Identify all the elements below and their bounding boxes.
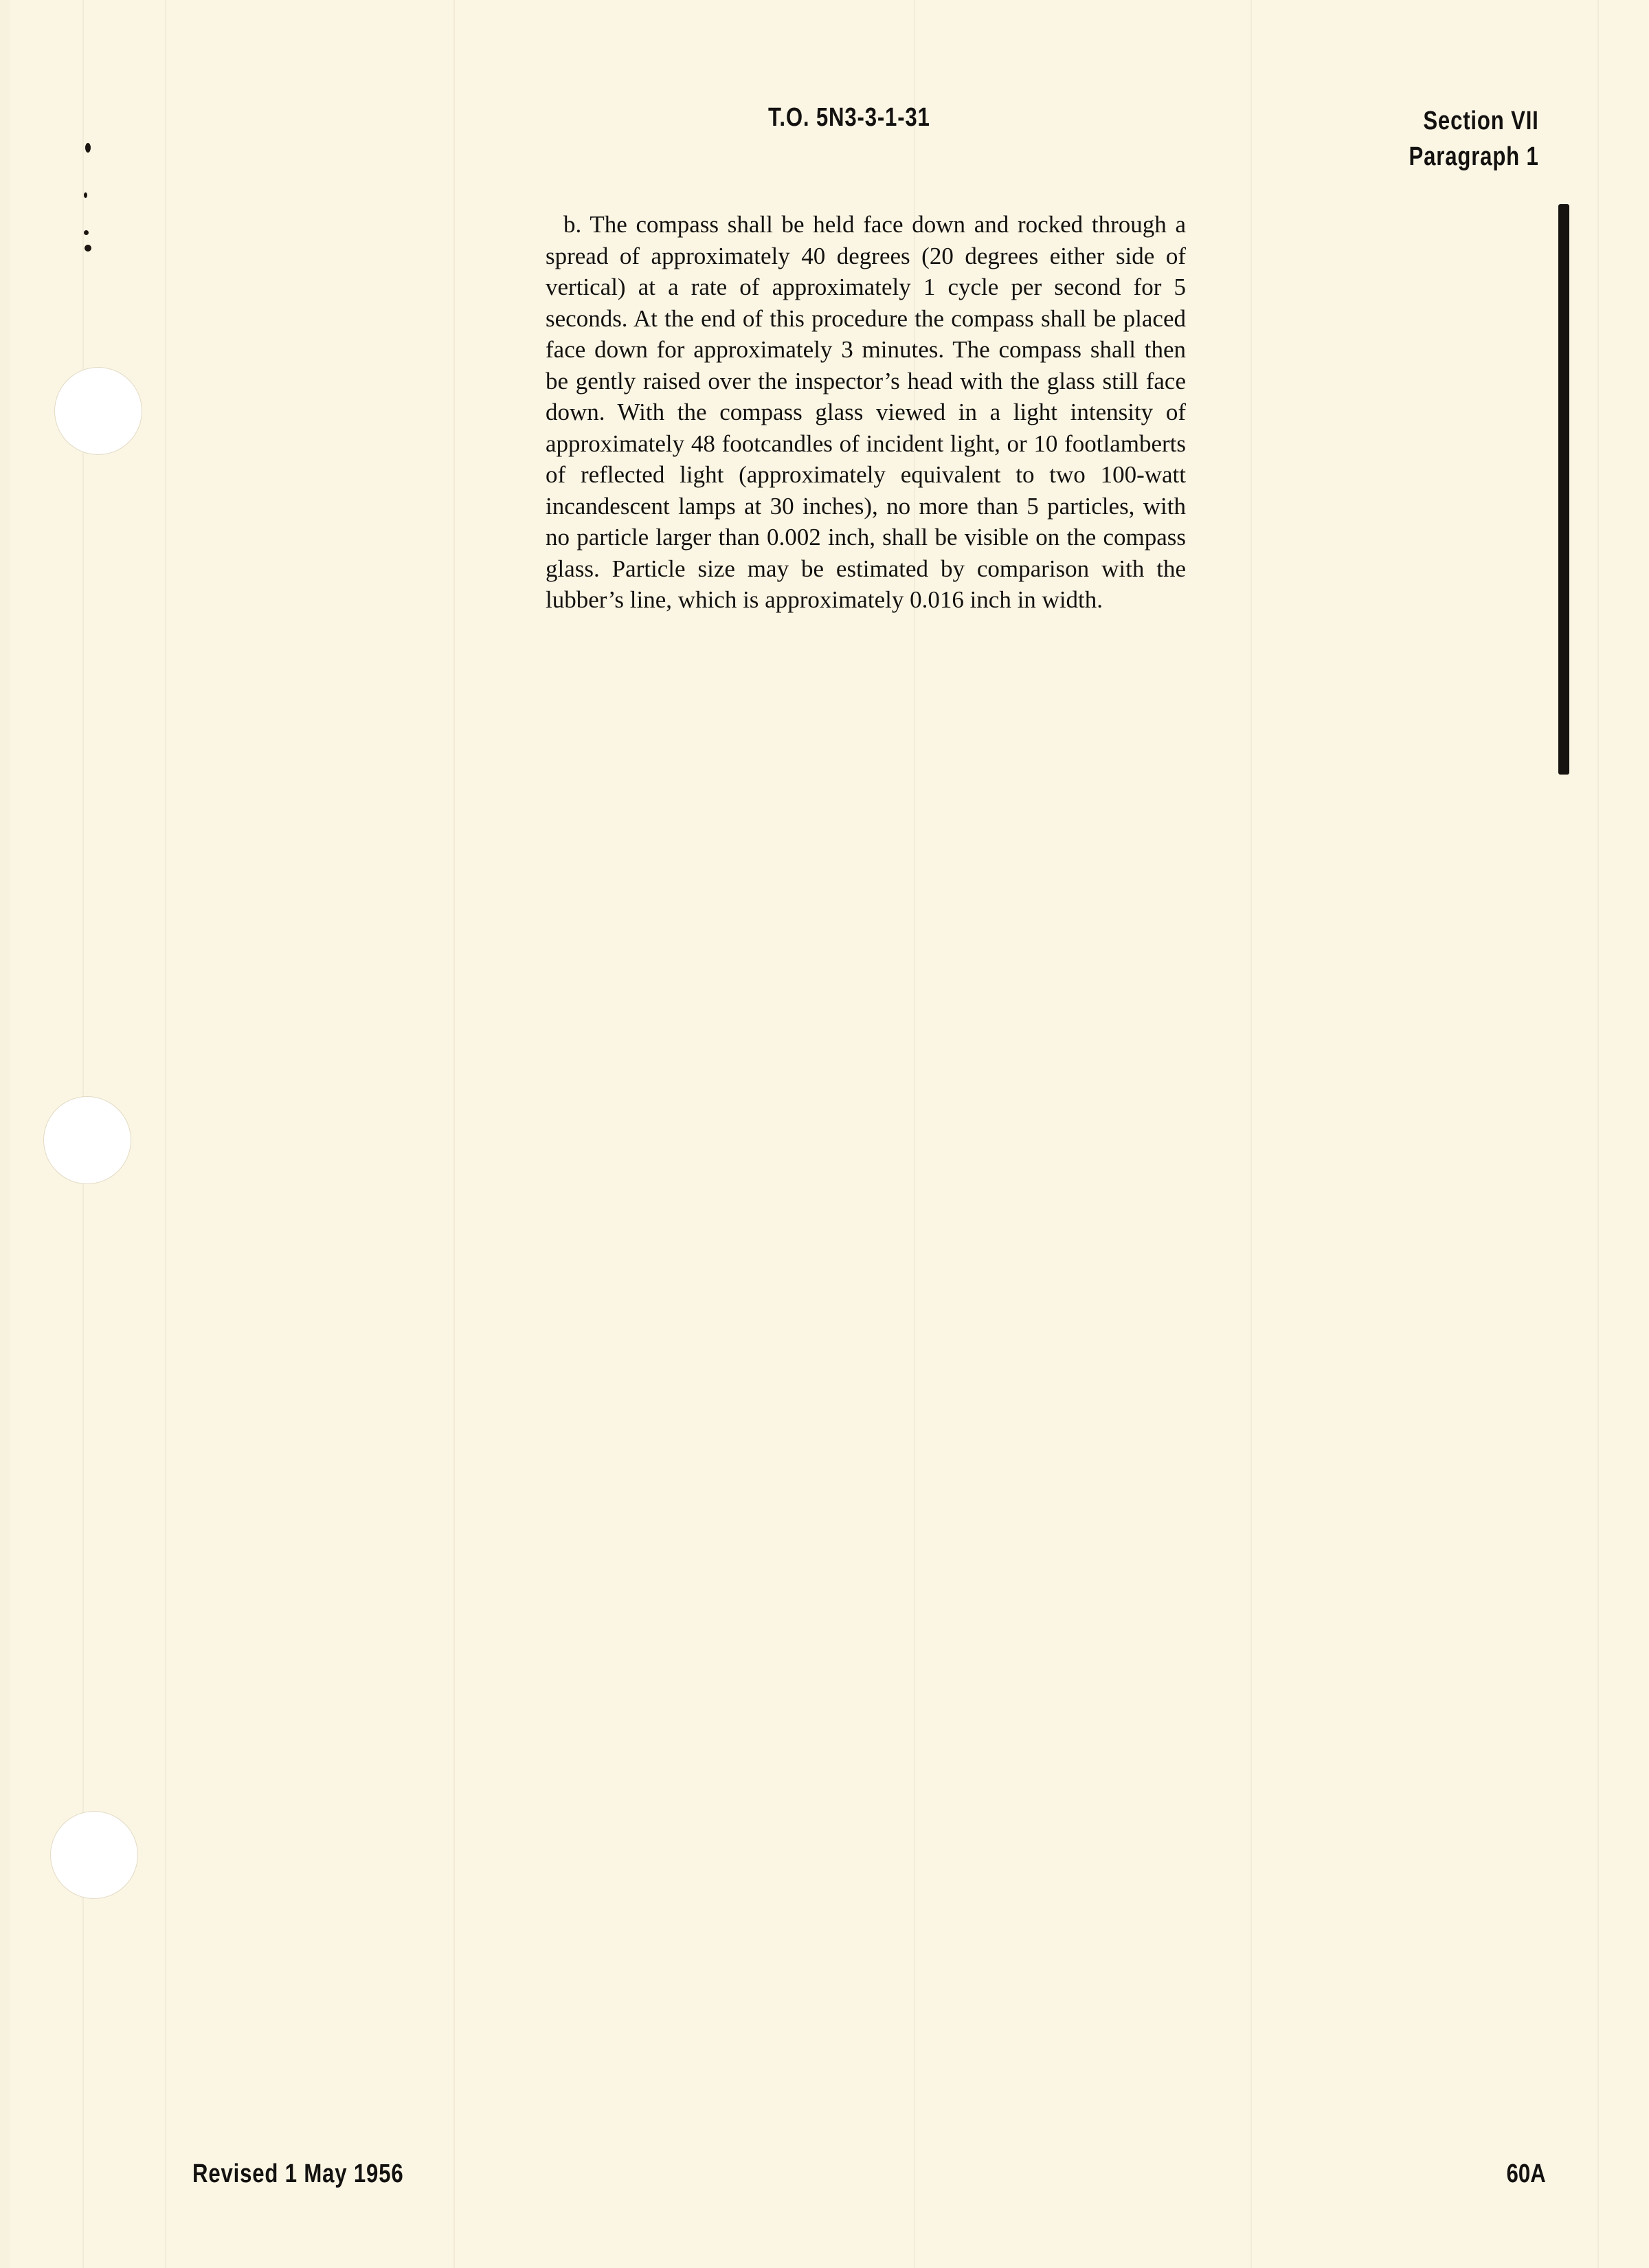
page-number: 60A [1506, 2159, 1546, 2188]
section-label: Section VII [1423, 107, 1539, 135]
scan-stripe [1597, 0, 1599, 2268]
punch-hole-middle [44, 1097, 131, 1183]
section-reference [1380, 103, 1539, 175]
paragraph-label: Paragraph 1 [1409, 142, 1539, 171]
binding-mark [84, 230, 89, 235]
punch-hole-top [55, 368, 142, 454]
paragraph-b: b. The compass shall be held face down and rocked through a spread of approximately 40 degrees (20 degrees either side of vertical) at a rate of approximately 1 cycle per second for 5 seconds. At the end of this procedure the compass shall be placed face down for approximately 3 minutes. The compass shall then be gently raised over the inspector’s head with the glass still face down. With the compass glass viewed in a light intensity of approximately 48 footcandles of incident light, or 10 footlamberts of reflected light (approximately equivalent to two 100-watt incandescent lamps at 30 inches), no more than 5 particles, with no particle larger than 0.002 inch, shall be visible on the compass glass. Particle size may be estimated by comparison with the lubber’s line, which is approximately 0.016 inch in width. [546, 211, 1186, 613]
revision-date: Revised 1 May 1956 [192, 2159, 404, 2188]
page-left-edge [0, 0, 10, 2268]
revision-change-bar [1558, 204, 1569, 775]
binding-mark [85, 143, 91, 153]
binding-mark [85, 245, 91, 252]
scan-stripe [1250, 0, 1252, 2268]
document-number: T.O. 5N3-3-1-31 [768, 103, 930, 132]
scan-stripe [165, 0, 166, 2268]
scan-stripe [453, 0, 455, 2268]
punch-hole-bottom [51, 1812, 137, 1898]
binding-mark [84, 192, 87, 198]
